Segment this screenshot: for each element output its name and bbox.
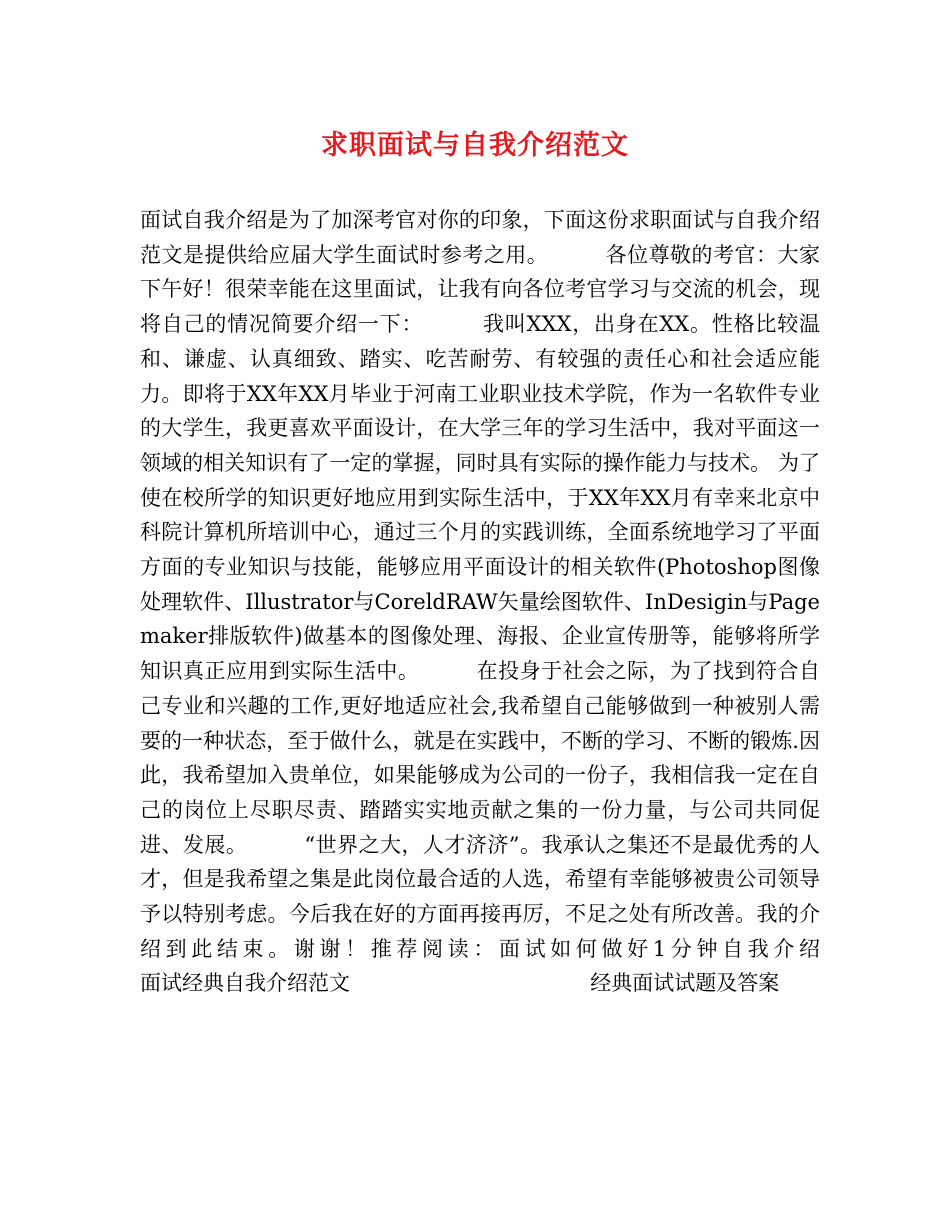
document-body: 面试自我介绍是为了加深考官对你的印象，下面这份求职面试与自我介绍范文是提供给应届大学生面试时参考之用。 各位尊敬的考官：大家下午好！很荣幸能在这里面试，让我有向各位考官学习与交流的机会，现将自己的情况简要介绍一下： 我叫XXX，出身在XX。性格比较温和、谦虚、认真细致、踏实、吃苦耐劳、有较强的责任心和社会适应能力。即将于XX年XX月毕业于河南工业职业技术学院，作为一名软件专业的大学生，我更喜欢平面设计，在大学三年的学习生活中，我对平面这一领域的相关知识有了一定的掌握，同时具有实际的操作能力与技术。 为了使在校所学的知识更好地应用到实际生活中，于XX年XX月有幸来北京中科院计算机所培训中心，通过三个月的实践训练，全面系统地学习了平面方面的专业知识与技能，能够应用平面设计的相关软件(Photoshop图像处理软件、Illustrator与CoreldRAW矢量绘图软件、InDesigin与Pagemaker排版软件)做基本的图像处理、海报、企业宣传册等，能够将所学知识真正应用到实际生活中。 在投身于社会之际，为了找到符合自己专业和兴趣的工作,更好地适应社会,我希望自己能够做到一种被别人需要的一种状态，至于做什么，就是在实践中，不断的学习、不断的锻炼.因此，我希望加入贵单位，如果能够成为公司的一份子，我相信我一定在自己的岗位上尽职尽责、踏踏实实地贡献之集的一份力量，与公司共同促进、发展。 “世界之大，人才济济”。我承认之集还不是最优秀的人才，但是我希望之集是此岗位最合适的人选，希望有幸能够被贵公司领导予以特别考虑。今后我在好的方面再接再厉，不足之处有所改善。我的介绍到此结束。谢谢！推荐阅读：面试如何做好1分钟自我介绍 面试经典自我介绍范文 经典面试试题及答案 — [140, 208, 941, 996]
document-title: 求职面试与自我介绍范文 — [321, 130, 629, 161]
